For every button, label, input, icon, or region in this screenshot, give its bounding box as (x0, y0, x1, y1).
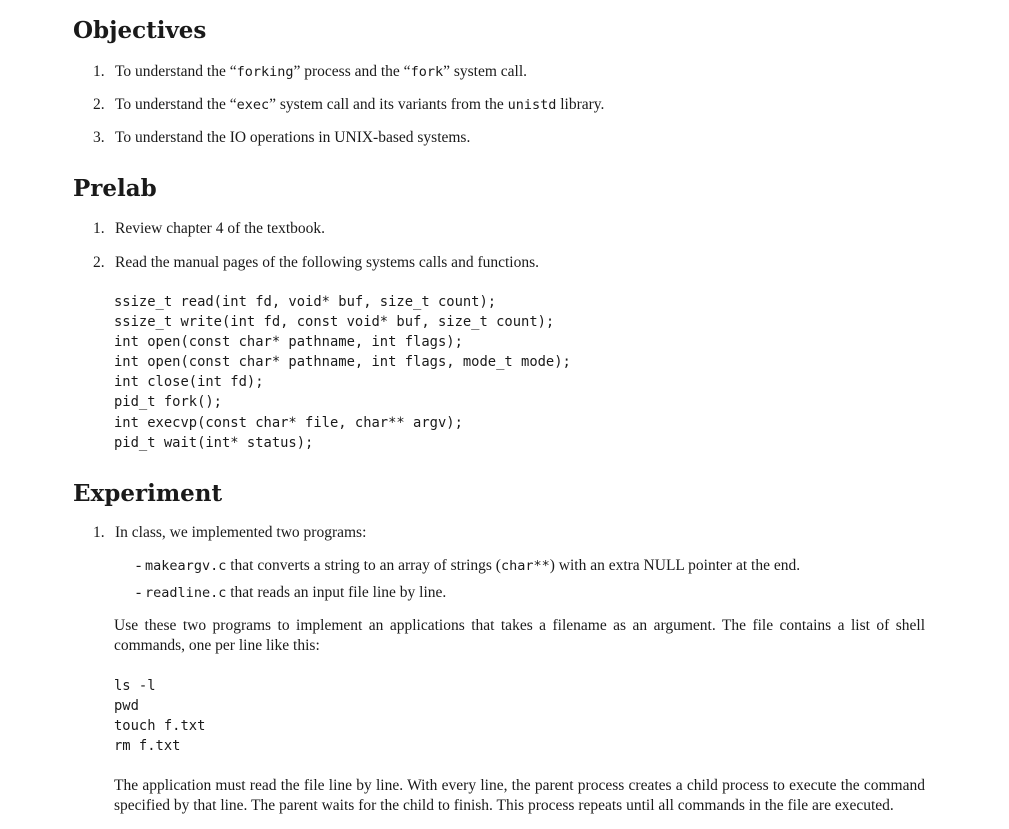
code-line: pid_t wait(int* status); (114, 434, 314, 451)
experiment-paragraph-2: The application must read the file line by line. With every line, the parent process creates a child process to execute the command specified by that line. The parent waits for the child to finish. This process repeats until all commands in the file are executed. (114, 777, 925, 814)
objective-number: 1. (93, 63, 105, 80)
code-line: ssize_t write(int fd, const void* buf, size_t count); (114, 314, 555, 331)
experiment-item-1 (93, 523, 366, 543)
bullet-text: that converts a string to an array of strings ( (226, 557, 501, 574)
commands-code-block (114, 676, 205, 756)
inline-code: fork (410, 64, 444, 80)
bullet-item-readline (136, 583, 446, 603)
code-line: int close(int fd); (114, 374, 264, 391)
prelab-code-block (114, 292, 571, 453)
prelab-number: 2. (93, 254, 105, 271)
code-line: rm f.txt (114, 738, 181, 755)
objective-text: To understand the IO operations in UNIX-based systems. (115, 129, 471, 146)
prelab-text: Review chapter 4 of the textbook. (115, 220, 326, 237)
prelab-text: Read the manual pages of the following systems calls and functions. (115, 254, 540, 271)
objective-item-2 (93, 95, 604, 115)
inline-code: unistd (507, 97, 557, 113)
inline-code: exec (236, 97, 270, 113)
code-line: pwd (114, 698, 139, 715)
objectives-heading: Objectives (73, 17, 207, 44)
bullet-item-makeargv (136, 556, 800, 576)
experiment-text: In class, we implemented two programs: (115, 524, 367, 541)
code-line: int open(const char* pathname, int flags); (114, 334, 463, 351)
prelab-number: 1. (93, 220, 105, 237)
experiment-heading: Experiment (73, 480, 223, 507)
objective-number: 2. (93, 96, 105, 113)
experiment-paragraph-1: Use these two programs to implement an applications that takes a filename as an argument. The file contains a list of shell commands, one per line like this: (114, 617, 925, 654)
inline-code: forking (236, 64, 294, 80)
inline-code: readline.c (145, 585, 227, 601)
prelab-heading: Prelab (73, 175, 157, 202)
bullet-text: ) with an extra NULL pointer at the end. (549, 557, 801, 574)
code-line: ssize_t read(int fd, void* buf, size_t count); (114, 294, 497, 310)
objective-text: To understand the “ (115, 63, 237, 80)
experiment-number: 1. (93, 524, 105, 541)
bullet-dash: - (136, 557, 142, 574)
prelab-item-1 (93, 219, 325, 239)
code-line: ls -l (114, 678, 156, 694)
objective-text: ” system call. (443, 63, 528, 80)
objective-number: 3. (93, 129, 105, 146)
objective-text: ” process and the “ (293, 63, 411, 80)
inline-code: char** (500, 558, 550, 574)
code-line: int open(const char* pathname, int flags, mode_t mode); (114, 354, 571, 371)
objective-text: ” system call and its variants from the (269, 96, 508, 113)
bullet-text: that reads an input file line by line. (226, 584, 447, 601)
prelab-item-2 (93, 253, 539, 273)
code-line: int execvp(const char* file, char** argv); (114, 414, 463, 431)
objective-text: To understand the “ (115, 96, 237, 113)
bullet-dash: - (136, 584, 142, 601)
inline-code: makeargv.c (145, 558, 227, 574)
code-line: touch f.txt (114, 718, 206, 735)
code-line: pid_t fork(); (114, 394, 222, 411)
objective-item-3 (93, 128, 470, 148)
objective-item-1 (93, 62, 527, 82)
objective-text: library. (556, 96, 605, 113)
